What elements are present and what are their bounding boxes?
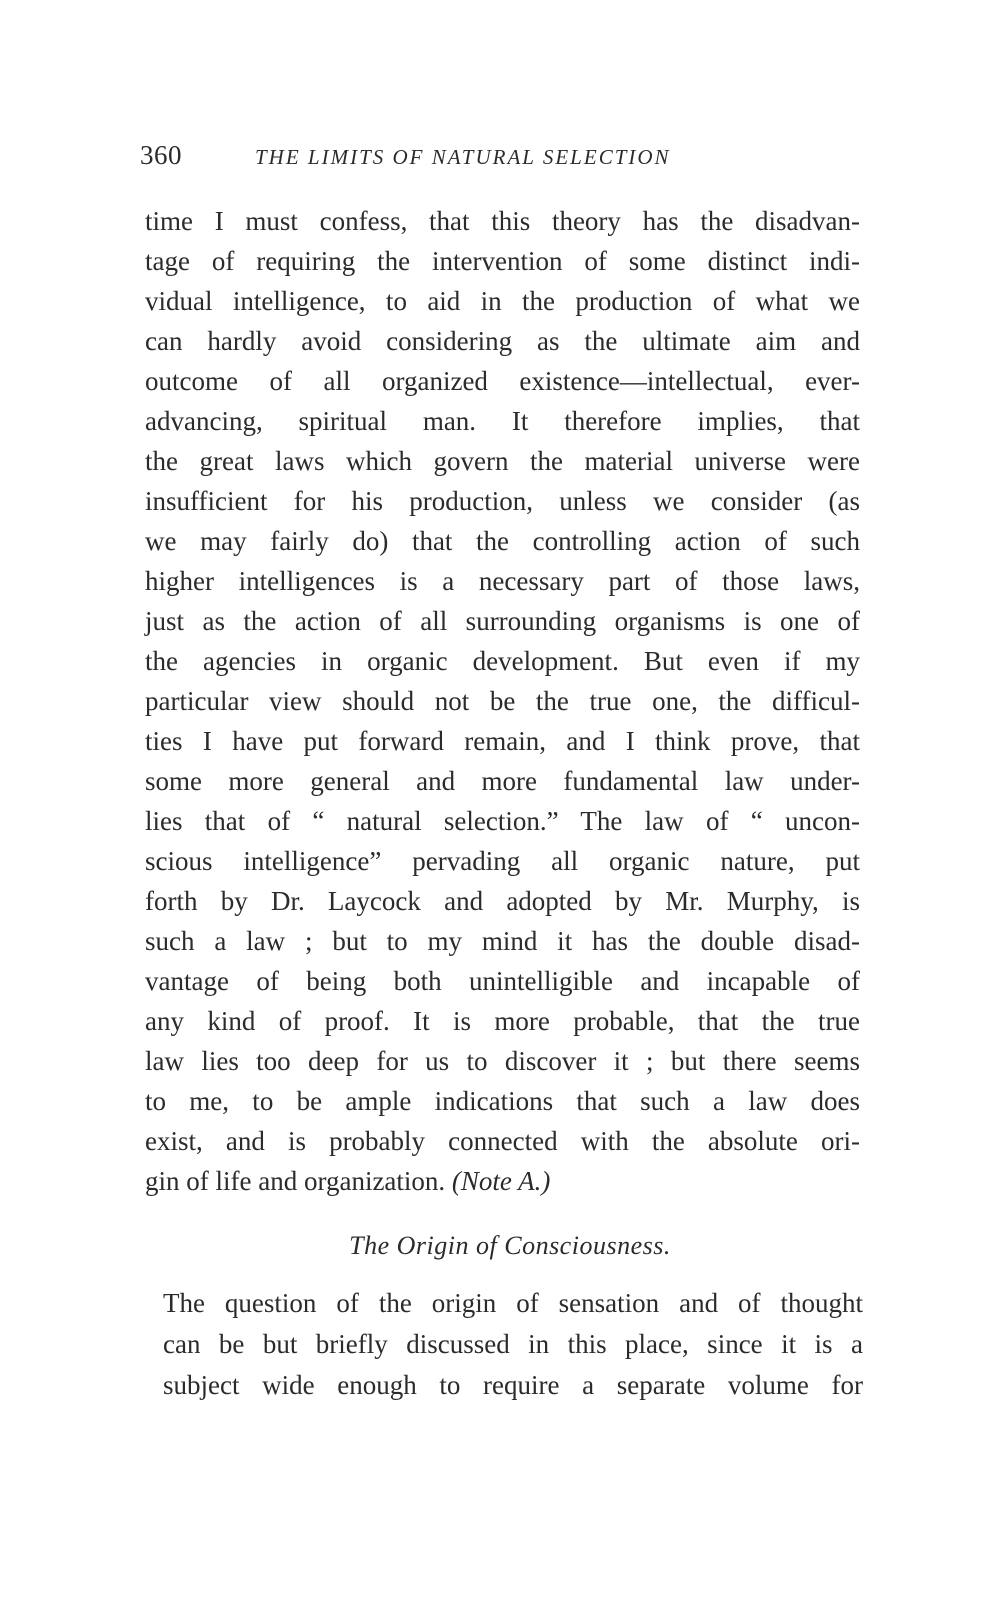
text-line: the agencies in organic development. But even if my [145, 646, 860, 676]
text-line-final [145, 1162, 860, 1200]
text-line: we may fairly do) that the controlling action of such [145, 526, 860, 556]
running-title: THE LIMITS OF NATURAL SELECTION [255, 145, 671, 169]
text-line: advancing, spiritual man. It therefore implies, that [145, 406, 860, 436]
text-line: forth by Dr. Laycock and adopted by Mr. Murphy, is [145, 886, 860, 916]
text-line: law lies too deep for us to discover it ; but there seems [145, 1046, 860, 1076]
page-number: 360 [140, 140, 182, 170]
text-line: time I must confess, that this theory has the disadvan- [145, 206, 860, 236]
text-line: scious intelligence” pervading all organic nature, put [145, 846, 860, 876]
text-line: vidual intelligence, to aid in the production of what we [145, 286, 860, 316]
text-line: such a law ; but to my mind it has the double disad- [145, 926, 860, 956]
text-line: exist, and is probably connected with the absolute ori- [145, 1126, 860, 1156]
text-line: any kind of proof. It is more probable, that the true [145, 1006, 860, 1036]
text-line: insufficient for his production, unless we consider (as [145, 486, 860, 516]
text-line: vantage of being both unintelligible and incapable of [145, 966, 860, 996]
text-line: can hardly avoid considering as the ultimate aim and [145, 326, 860, 356]
text-line: outcome of all organized existence—intellectual, ever- [145, 366, 860, 396]
running-head [140, 140, 880, 180]
final-line-text: gin of life and organization. [145, 1166, 446, 1196]
text-line: ties I have put forward remain, and I think prove, that [145, 726, 860, 756]
text-line: can be but briefly discussed in this place, since it is a [163, 1329, 863, 1359]
text-line: lies that of “ natural selection.” The law of “ uncon- [145, 806, 860, 836]
note-reference: (Note A.) [451, 1166, 551, 1196]
text-line: particular view should not be the true one, the difficul- [145, 686, 860, 716]
text-line: higher intelligences is a necessary part of those laws, [145, 566, 860, 596]
text-line: to me, to be ample indications that such a law does [145, 1086, 860, 1116]
section-heading: The Origin of Consciousness. [349, 1231, 671, 1260]
text-line: tage of requiring the intervention of some distinct indi- [145, 246, 860, 276]
text-line: just as the action of all surrounding organisms is one of [145, 606, 860, 636]
text-line: some more general and more fundamental law under- [145, 766, 860, 796]
text-line: The question of the origin of sensation and of thought [163, 1288, 863, 1318]
text-line: subject wide enough to require a separate volume for [163, 1370, 863, 1400]
text-line: the great laws which govern the material universe were [145, 446, 860, 476]
